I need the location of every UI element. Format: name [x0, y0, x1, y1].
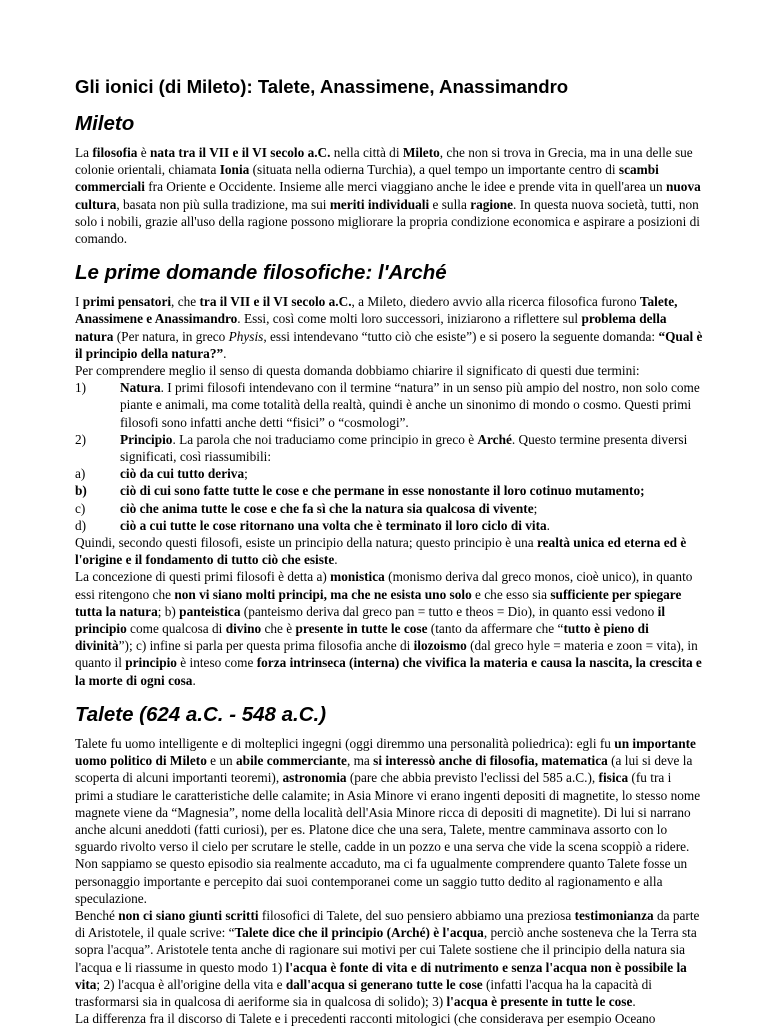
section-heading-arche: Le prime domande filosofiche: l'Arché	[75, 261, 447, 285]
bold-text: forza intrinseca (interna) che vivifica la materia e causa la nascita, la crescita e la morte di ogni cosa	[75, 655, 702, 688]
bold-text: monistica	[330, 569, 385, 585]
text-run: .	[223, 345, 227, 361]
paragraph	[75, 907, 703, 1010]
text-run: Per comprendere meglio il senso di questa domanda dobbiamo chiarire il significato di questi due termini:	[75, 363, 640, 379]
list-marker: 1)	[75, 380, 87, 396]
bold-text: Ionia	[219, 162, 250, 178]
bold-text: Mileto	[402, 145, 440, 160]
text-run: .	[632, 993, 636, 1009]
list-marker: d)	[75, 517, 87, 533]
bold-text: primi pensatori	[82, 294, 172, 310]
list-item-text	[120, 500, 537, 517]
list-item-text	[120, 482, 645, 499]
bold-text: presente in tutte le cose	[295, 621, 428, 637]
section-heading-talete: Talete (624 a.C. - 548 a.C.)	[75, 702, 327, 726]
text-run: I	[75, 294, 83, 310]
text-run: e un	[206, 753, 237, 769]
list-item-text	[120, 431, 703, 465]
document-page	[75, 76, 703, 1027]
bold-text: Principio	[120, 431, 173, 447]
paragraph	[75, 568, 703, 688]
text-run: Benché	[75, 907, 119, 923]
text-run: da parte di Aristotele, il quale scrive: “	[75, 907, 700, 941]
section-heading-mileto: Mileto	[75, 112, 135, 135]
paragraph	[75, 293, 703, 362]
list-item-text	[120, 379, 703, 431]
bold-text: testimonianza	[574, 907, 654, 923]
paragraph	[75, 1010, 703, 1027]
list-marker: 2)	[75, 431, 87, 447]
italic-text: Physis	[228, 328, 264, 344]
bold-text: realtà unica ed eterna ed è l'origine e il fondamento di tutto ciò che esiste	[75, 535, 687, 568]
numbered-list	[75, 379, 703, 465]
text-run: . Questo termine presenta diversi significati, così riassumibili:	[120, 431, 688, 465]
paragraph	[75, 144, 703, 247]
bold-text: ciò a cui tutte le cose ritornano una volta che è terminato il loro ciclo di vita	[120, 517, 547, 533]
bold-text: il principio	[75, 603, 666, 637]
text-run: Talete fu uomo intelligente e di molteplici ingegni (oggi diremmo una personalità poliedrica): egli fu	[75, 735, 615, 751]
bold-text: sufficiente per spiegare tutta la natura	[75, 586, 682, 619]
bold-text: principio	[125, 655, 177, 671]
text-run: .	[334, 552, 338, 568]
lettered-list	[75, 465, 703, 534]
list-item	[75, 482, 703, 499]
text-run: come qualcosa di	[126, 621, 226, 637]
bold-text: ciò da cui tutto deriva	[120, 466, 245, 482]
text-run: ;	[244, 466, 248, 482]
bold-text: tra il VII e il VI secolo a.C.	[199, 294, 352, 310]
paragraph	[75, 362, 703, 379]
text-run: . La parola che noi traduciamo come principio in greco è	[172, 431, 478, 447]
text-run: ;	[533, 500, 538, 516]
bold-text: abile commerciante	[236, 753, 347, 769]
text-run: , perciò anche sosteneva che la Terra sta sopra l'acqua”. Aristotele tenta anche di ragionare sui motivi per cui Talete sostiene che il principio della natura sia l'acqua e li riassume in questo modo 1)	[75, 925, 697, 975]
bold-text: “Qual è il principio della natura?”	[75, 328, 703, 361]
text-run: .	[192, 672, 196, 688]
bold-text: si interessò anche di filosofia, matematica	[373, 753, 608, 769]
text-run: nella città di	[330, 145, 403, 160]
bold-text: ragione	[470, 196, 514, 212]
text-run: (Per natura, in greco	[113, 328, 229, 344]
bold-text: problema della natura	[75, 311, 667, 344]
text-run: (tanto da affermare che “	[427, 621, 564, 637]
list-item	[75, 517, 703, 534]
text-run: La concezione di questi primi filosofi è detta a)	[75, 569, 331, 585]
list-item	[75, 500, 703, 517]
text-run: che è	[261, 621, 296, 637]
list-item-text	[120, 465, 248, 482]
bold-text: nata tra il VII e il VI secolo a.C.	[149, 145, 331, 160]
text-run: , ma	[346, 753, 374, 769]
text-run: . I primi filosofi intendevano con il termine “natura” in un senso più ampio del nostro, non solo come piante e animali, ma come totalità della realtà, quindi è anche un sinonimo di mondo o cosmo. Questi primi filosofi sono infatti anche detti “fisici” o “cosmologi”.	[120, 380, 700, 430]
bold-text: Natura	[120, 380, 161, 396]
bold-text: tutto è pieno di divinità	[75, 621, 649, 654]
text-run: fra Oriente e Occidente. Insieme alle merci viaggiano anche le idee e prende vita in quell'area un	[144, 179, 666, 195]
list-item	[75, 379, 703, 431]
text-run: è	[137, 145, 150, 160]
bold-text: ilozoismo	[413, 638, 467, 654]
bold-text: filosofia	[92, 145, 138, 160]
bold-text: Arché	[477, 431, 512, 447]
list-marker: a)	[75, 466, 86, 482]
bold-text: l'acqua è presente in tutte le cose	[446, 993, 633, 1009]
text-run: (infatti l'acqua ha la capacità di trasformarsi sia in qualcosa di aeriforme sia in qualcosa di solido); 3)	[75, 976, 652, 1009]
text-run: ; 2) l'acqua è all'origine della vita e	[96, 976, 286, 992]
list-marker: b)	[75, 483, 87, 499]
paragraph	[75, 735, 703, 907]
text-run: (monismo deriva dal greco monos, cioè unico), in quanto essi ritengono che	[75, 569, 693, 602]
bold-text: fisica	[598, 770, 629, 786]
bold-text: un importante uomo politico di Mileto	[75, 735, 696, 769]
list-item	[75, 465, 703, 482]
bold-text: l'acqua è fonte di vita e di nutrimento e senza l'acqua non è possibile la vita	[75, 959, 687, 992]
paragraph	[75, 534, 703, 568]
text-run: , che	[171, 294, 200, 310]
bold-text: non vi siano molti principi, ma che ne esista uno solo	[174, 586, 472, 602]
bold-text: astronomia	[282, 770, 347, 786]
bold-text: Talete, Anassimene e Anassimandro	[75, 294, 678, 327]
text-run: Quindi, secondo questi filosofi, esiste un principio della natura; questo principio è una	[75, 535, 537, 551]
bold-text: non ci siano giunti scritti	[118, 907, 259, 923]
text-run: La differenza fra il discorso di Talete e i precedenti racconti mitologici (che considerava per esempio Oceano	[75, 1011, 656, 1027]
text-run: ; b)	[157, 603, 180, 619]
list-marker: c)	[75, 500, 86, 516]
text-run: ”); c) infine si parla per questa prima filosofia anche di	[118, 638, 414, 654]
bold-text: scambi commerciali	[75, 162, 659, 195]
text-run: e sulla	[429, 196, 471, 212]
list-item	[75, 431, 703, 465]
text-run: .	[546, 517, 550, 533]
bold-text: ciò di cui sono fatte tutte le cose e che permane in esse nonostante il loro cotinuo mutamento;	[120, 483, 645, 499]
bold-text: dall'acqua si generano tutte le cose	[285, 976, 483, 992]
document-title: Gli ionici (di Mileto): Talete, Anassimene, Anassimandro	[75, 76, 569, 97]
text-run: è inteso come	[176, 655, 257, 671]
bold-text: ciò che anima tutte le cose e che fa sì che la natura sia qualcosa di vivente	[120, 500, 534, 516]
text-run: filosofici di Talete, del suo pensiero abbiamo una preziosa	[258, 907, 575, 923]
text-run: (dal greco hyle = materia e zoon = vita), in quanto il	[75, 638, 698, 671]
text-run: . In questa nuova società, tutti, non solo i nobili, grazie all'uso della ragione possono migliorare la propria condizione economica e aspirare a posizioni di comando.	[75, 196, 700, 247]
bold-text: divino	[225, 621, 262, 637]
text-run: (situata nella odierna Turchia), a quel tempo un importante centro di	[249, 162, 619, 178]
bold-text: Talete dice che il principio (Arché) è l'acqua	[234, 925, 484, 941]
text-run: (panteismo deriva dal greco pan = tutto e theos = Dio), in quanto essi vedono	[240, 603, 658, 619]
list-item-text	[120, 517, 550, 534]
text-run: (pare che abbia previsto l'eclissi del 585 a.C.),	[346, 770, 599, 786]
bold-text: meriti individuali	[329, 196, 430, 212]
text-run: (a lui si deve la scoperta di alcuni importanti teoremi),	[75, 753, 693, 786]
text-run: , basata non più sulla tradizione, ma sui	[116, 196, 330, 212]
bold-text: panteistica	[179, 603, 241, 619]
text-run: , a Mileto, diedero avvio alla ricerca filosofica furono	[351, 294, 640, 310]
text-run: , che non si trova in Grecia, ma in una delle sue colonie orientali, chiamata	[75, 145, 693, 178]
text-run: , essi intendevano “tutto ciò che esiste”) e si posero la seguente domanda:	[263, 328, 659, 344]
bold-text: nuova cultura	[75, 179, 701, 212]
text-run: La	[75, 145, 93, 160]
text-run: . Essi, così come molti loro successori, iniziarono a riflettere sul	[237, 311, 582, 327]
text-run: e che esso sia	[471, 586, 551, 602]
text-run: (fu tra i primi a studiare le caratteristiche delle calamite; in Asia Minore vi erano ingenti depositi di magnetite, lo stesso nome magnete viene da “Magnesia”, nome della località dell'Asia Minore ricca di depositi di magnetite). Di lui si narrano anche alcuni aneddoti (fatti curiosi), per es. Platone dice che una sera, Talete, mentre camminava assorto con lo sguardo rivolto verso il cielo per scrutare le stelle, cadde in un pozzo e una serva che vide la scena scoppiò a ridere. Non sappiamo se questo episodio sia realmente accaduto, ma ci fa ugualmente comprendere quanto Talete fosse un personaggio importante e percepito dai suoi contemporanei come un saggio tutto dedito al ragionamento e alla speculazione.	[75, 770, 701, 906]
